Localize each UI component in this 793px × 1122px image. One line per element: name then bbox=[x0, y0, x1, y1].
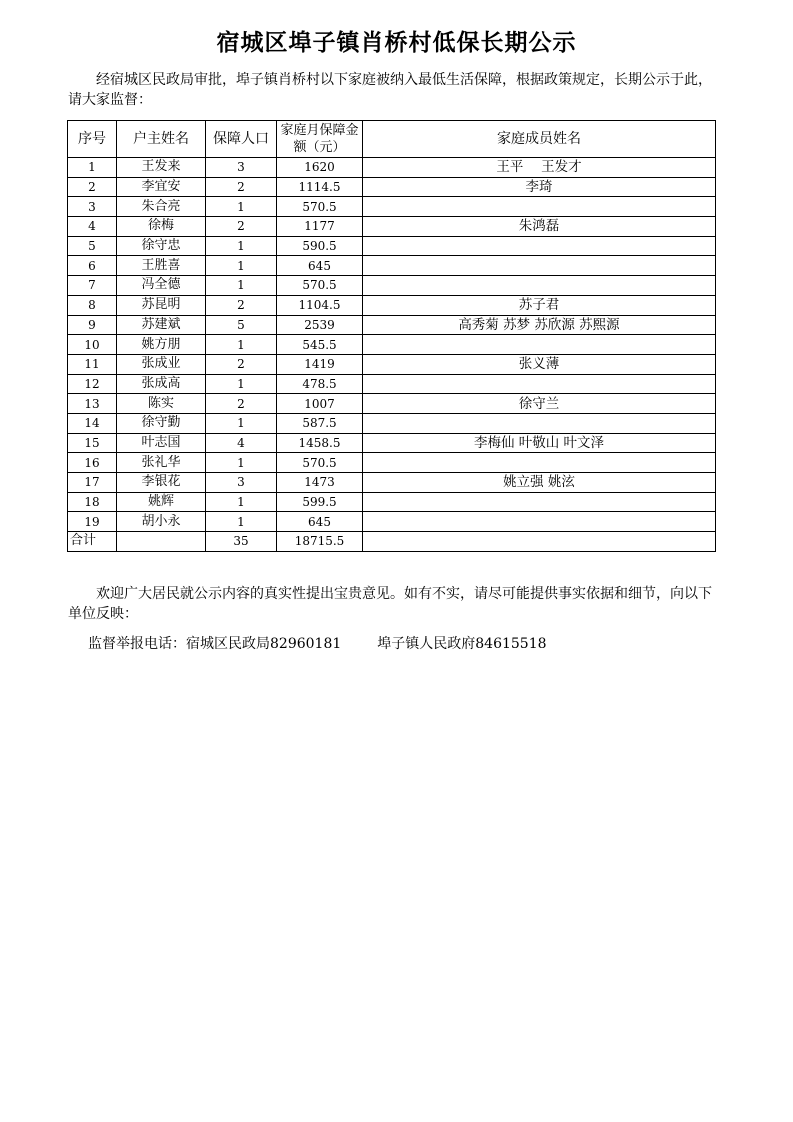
table-row bbox=[68, 473, 716, 493]
cell-amount: 1177 bbox=[277, 217, 363, 237]
subsistence-allowance-table bbox=[67, 120, 716, 552]
cell-members bbox=[363, 197, 716, 217]
cell-persons: 1 bbox=[206, 492, 277, 512]
table-row bbox=[68, 394, 716, 414]
cell-seq: 11 bbox=[68, 354, 117, 374]
cell-seq: 12 bbox=[68, 374, 117, 394]
cell-members: 苏子君 bbox=[363, 295, 716, 315]
cell-persons: 2 bbox=[206, 354, 277, 374]
cell-members bbox=[363, 492, 716, 512]
cell-members bbox=[363, 512, 716, 532]
cell-members: 张义薄 bbox=[363, 354, 716, 374]
cell-persons: 1 bbox=[206, 512, 277, 532]
cell-head-name: 姚方朋 bbox=[117, 335, 206, 355]
cell-seq: 14 bbox=[68, 413, 117, 433]
header-seq: 序号 bbox=[68, 121, 117, 158]
cell-seq: 2 bbox=[68, 177, 117, 197]
cell-seq: 6 bbox=[68, 256, 117, 276]
cell-members: 朱鸿磊 bbox=[363, 217, 716, 237]
contact-town-government: 埠子镇人民政府84615518 bbox=[377, 636, 547, 652]
table-row bbox=[68, 354, 716, 374]
cell-seq: 4 bbox=[68, 217, 117, 237]
cell-amount: 1114.5 bbox=[277, 177, 363, 197]
cell-seq: 17 bbox=[68, 473, 117, 493]
table-row bbox=[68, 217, 716, 237]
table-row bbox=[68, 256, 716, 276]
cell-head-name: 王胜喜 bbox=[117, 256, 206, 276]
cell-amount: 599.5 bbox=[277, 492, 363, 512]
cell-persons: 5 bbox=[206, 315, 277, 335]
cell-seq: 19 bbox=[68, 512, 117, 532]
contact-civil-affairs: 监督举报电话：宿城区民政局82960181 bbox=[88, 636, 342, 652]
table-row bbox=[68, 413, 716, 433]
cell-persons: 2 bbox=[206, 295, 277, 315]
contact-line bbox=[88, 634, 547, 654]
cell-members bbox=[363, 236, 716, 256]
cell-head-name: 朱合亮 bbox=[117, 197, 206, 217]
cell-members: 王平 王发才 bbox=[363, 158, 716, 178]
cell-head-name: 张成业 bbox=[117, 354, 206, 374]
table-row bbox=[68, 295, 716, 315]
cell-members bbox=[363, 453, 716, 473]
cell-head-name: 徐守勤 bbox=[117, 413, 206, 433]
cell-members bbox=[363, 374, 716, 394]
table-row bbox=[68, 374, 716, 394]
table-row bbox=[68, 197, 716, 217]
cell-amount: 645 bbox=[277, 256, 363, 276]
table-header-row bbox=[68, 121, 716, 158]
cell-seq: 7 bbox=[68, 276, 117, 296]
total-amount: 18715.5 bbox=[277, 532, 363, 552]
table-row bbox=[68, 453, 716, 473]
cell-seq: 10 bbox=[68, 335, 117, 355]
cell-head-name: 张成高 bbox=[117, 374, 206, 394]
cell-persons: 1 bbox=[206, 453, 277, 473]
cell-head-name: 李宜安 bbox=[117, 177, 206, 197]
cell-head-name: 王发来 bbox=[117, 158, 206, 178]
cell-amount: 570.5 bbox=[277, 453, 363, 473]
intro-paragraph: 经宿城区民政局审批，埠子镇肖桥村以下家庭被纳入最低生活保障，根据政策规定，长期公示于此，请大家监督： bbox=[68, 72, 712, 108]
cell-persons: 1 bbox=[206, 236, 277, 256]
document-title: 宿城区埠子镇肖桥村低保长期公示 bbox=[216, 29, 577, 56]
cell-head-name: 冯全德 bbox=[117, 276, 206, 296]
cell-seq: 13 bbox=[68, 394, 117, 414]
cell-persons: 4 bbox=[206, 433, 277, 453]
table-row bbox=[68, 236, 716, 256]
cell-persons: 1 bbox=[206, 256, 277, 276]
total-persons: 35 bbox=[206, 532, 277, 552]
total-label: 合计 bbox=[68, 532, 117, 552]
cell-persons: 1 bbox=[206, 276, 277, 296]
table-row bbox=[68, 276, 716, 296]
total-empty-name bbox=[117, 532, 206, 552]
cell-members bbox=[363, 276, 716, 296]
cell-head-name: 胡小永 bbox=[117, 512, 206, 532]
cell-head-name: 姚辉 bbox=[117, 492, 206, 512]
cell-seq: 18 bbox=[68, 492, 117, 512]
cell-persons: 1 bbox=[206, 374, 277, 394]
cell-head-name: 徐梅 bbox=[117, 217, 206, 237]
header-amount: 家庭月保障金额（元） bbox=[277, 121, 363, 158]
cell-seq: 8 bbox=[68, 295, 117, 315]
cell-members: 高秀菊 苏梦 苏欣源 苏熙源 bbox=[363, 315, 716, 335]
cell-seq: 1 bbox=[68, 158, 117, 178]
header-persons: 保障人口 bbox=[206, 121, 277, 158]
total-empty-members bbox=[363, 532, 716, 552]
cell-persons: 1 bbox=[206, 413, 277, 433]
cell-persons: 2 bbox=[206, 177, 277, 197]
cell-members: 徐守兰 bbox=[363, 394, 716, 414]
cell-persons: 3 bbox=[206, 158, 277, 178]
cell-amount: 590.5 bbox=[277, 236, 363, 256]
cell-members bbox=[363, 413, 716, 433]
table-row bbox=[68, 177, 716, 197]
cell-amount: 1007 bbox=[277, 394, 363, 414]
cell-amount: 1419 bbox=[277, 354, 363, 374]
cell-seq: 3 bbox=[68, 197, 117, 217]
cell-head-name: 叶志国 bbox=[117, 433, 206, 453]
cell-amount: 645 bbox=[277, 512, 363, 532]
cell-amount: 478.5 bbox=[277, 374, 363, 394]
cell-persons: 2 bbox=[206, 394, 277, 414]
cell-amount: 1104.5 bbox=[277, 295, 363, 315]
cell-seq: 15 bbox=[68, 433, 117, 453]
cell-persons: 3 bbox=[206, 473, 277, 493]
cell-members bbox=[363, 256, 716, 276]
cell-persons: 2 bbox=[206, 217, 277, 237]
cell-amount: 1473 bbox=[277, 473, 363, 493]
table-row bbox=[68, 158, 716, 178]
cell-amount: 587.5 bbox=[277, 413, 363, 433]
cell-seq: 9 bbox=[68, 315, 117, 335]
cell-seq: 16 bbox=[68, 453, 117, 473]
cell-head-name: 苏建斌 bbox=[117, 315, 206, 335]
table-body bbox=[68, 158, 716, 532]
cell-amount: 570.5 bbox=[277, 197, 363, 217]
cell-amount: 2539 bbox=[277, 315, 363, 335]
cell-head-name: 徐守忠 bbox=[117, 236, 206, 256]
cell-amount: 1620 bbox=[277, 158, 363, 178]
cell-members bbox=[363, 335, 716, 355]
cell-amount: 545.5 bbox=[277, 335, 363, 355]
cell-members: 李梅仙 叶敬山 叶文泽 bbox=[363, 433, 716, 453]
cell-persons: 1 bbox=[206, 335, 277, 355]
cell-members: 李琦 bbox=[363, 177, 716, 197]
cell-amount: 1458.5 bbox=[277, 433, 363, 453]
cell-head-name: 陈实 bbox=[117, 394, 206, 414]
table-row bbox=[68, 335, 716, 355]
table-row bbox=[68, 512, 716, 532]
cell-amount: 570.5 bbox=[277, 276, 363, 296]
cell-head-name: 李银花 bbox=[117, 473, 206, 493]
table-total-row bbox=[68, 532, 716, 552]
cell-members: 姚立强 姚泫 bbox=[363, 473, 716, 493]
table-row bbox=[68, 492, 716, 512]
table-row bbox=[68, 433, 716, 453]
cell-head-name: 苏昆明 bbox=[117, 295, 206, 315]
header-head-name: 户主姓名 bbox=[117, 121, 206, 158]
cell-persons: 1 bbox=[206, 197, 277, 217]
cell-head-name: 张礼华 bbox=[117, 453, 206, 473]
cell-seq: 5 bbox=[68, 236, 117, 256]
header-members: 家庭成员姓名 bbox=[363, 121, 716, 158]
table-row bbox=[68, 315, 716, 335]
feedback-paragraph: 欢迎广大居民就公示内容的真实性提出宝贵意见。如有不实，请尽可能提供事实依据和细节，向以下单位反映： bbox=[68, 586, 712, 622]
